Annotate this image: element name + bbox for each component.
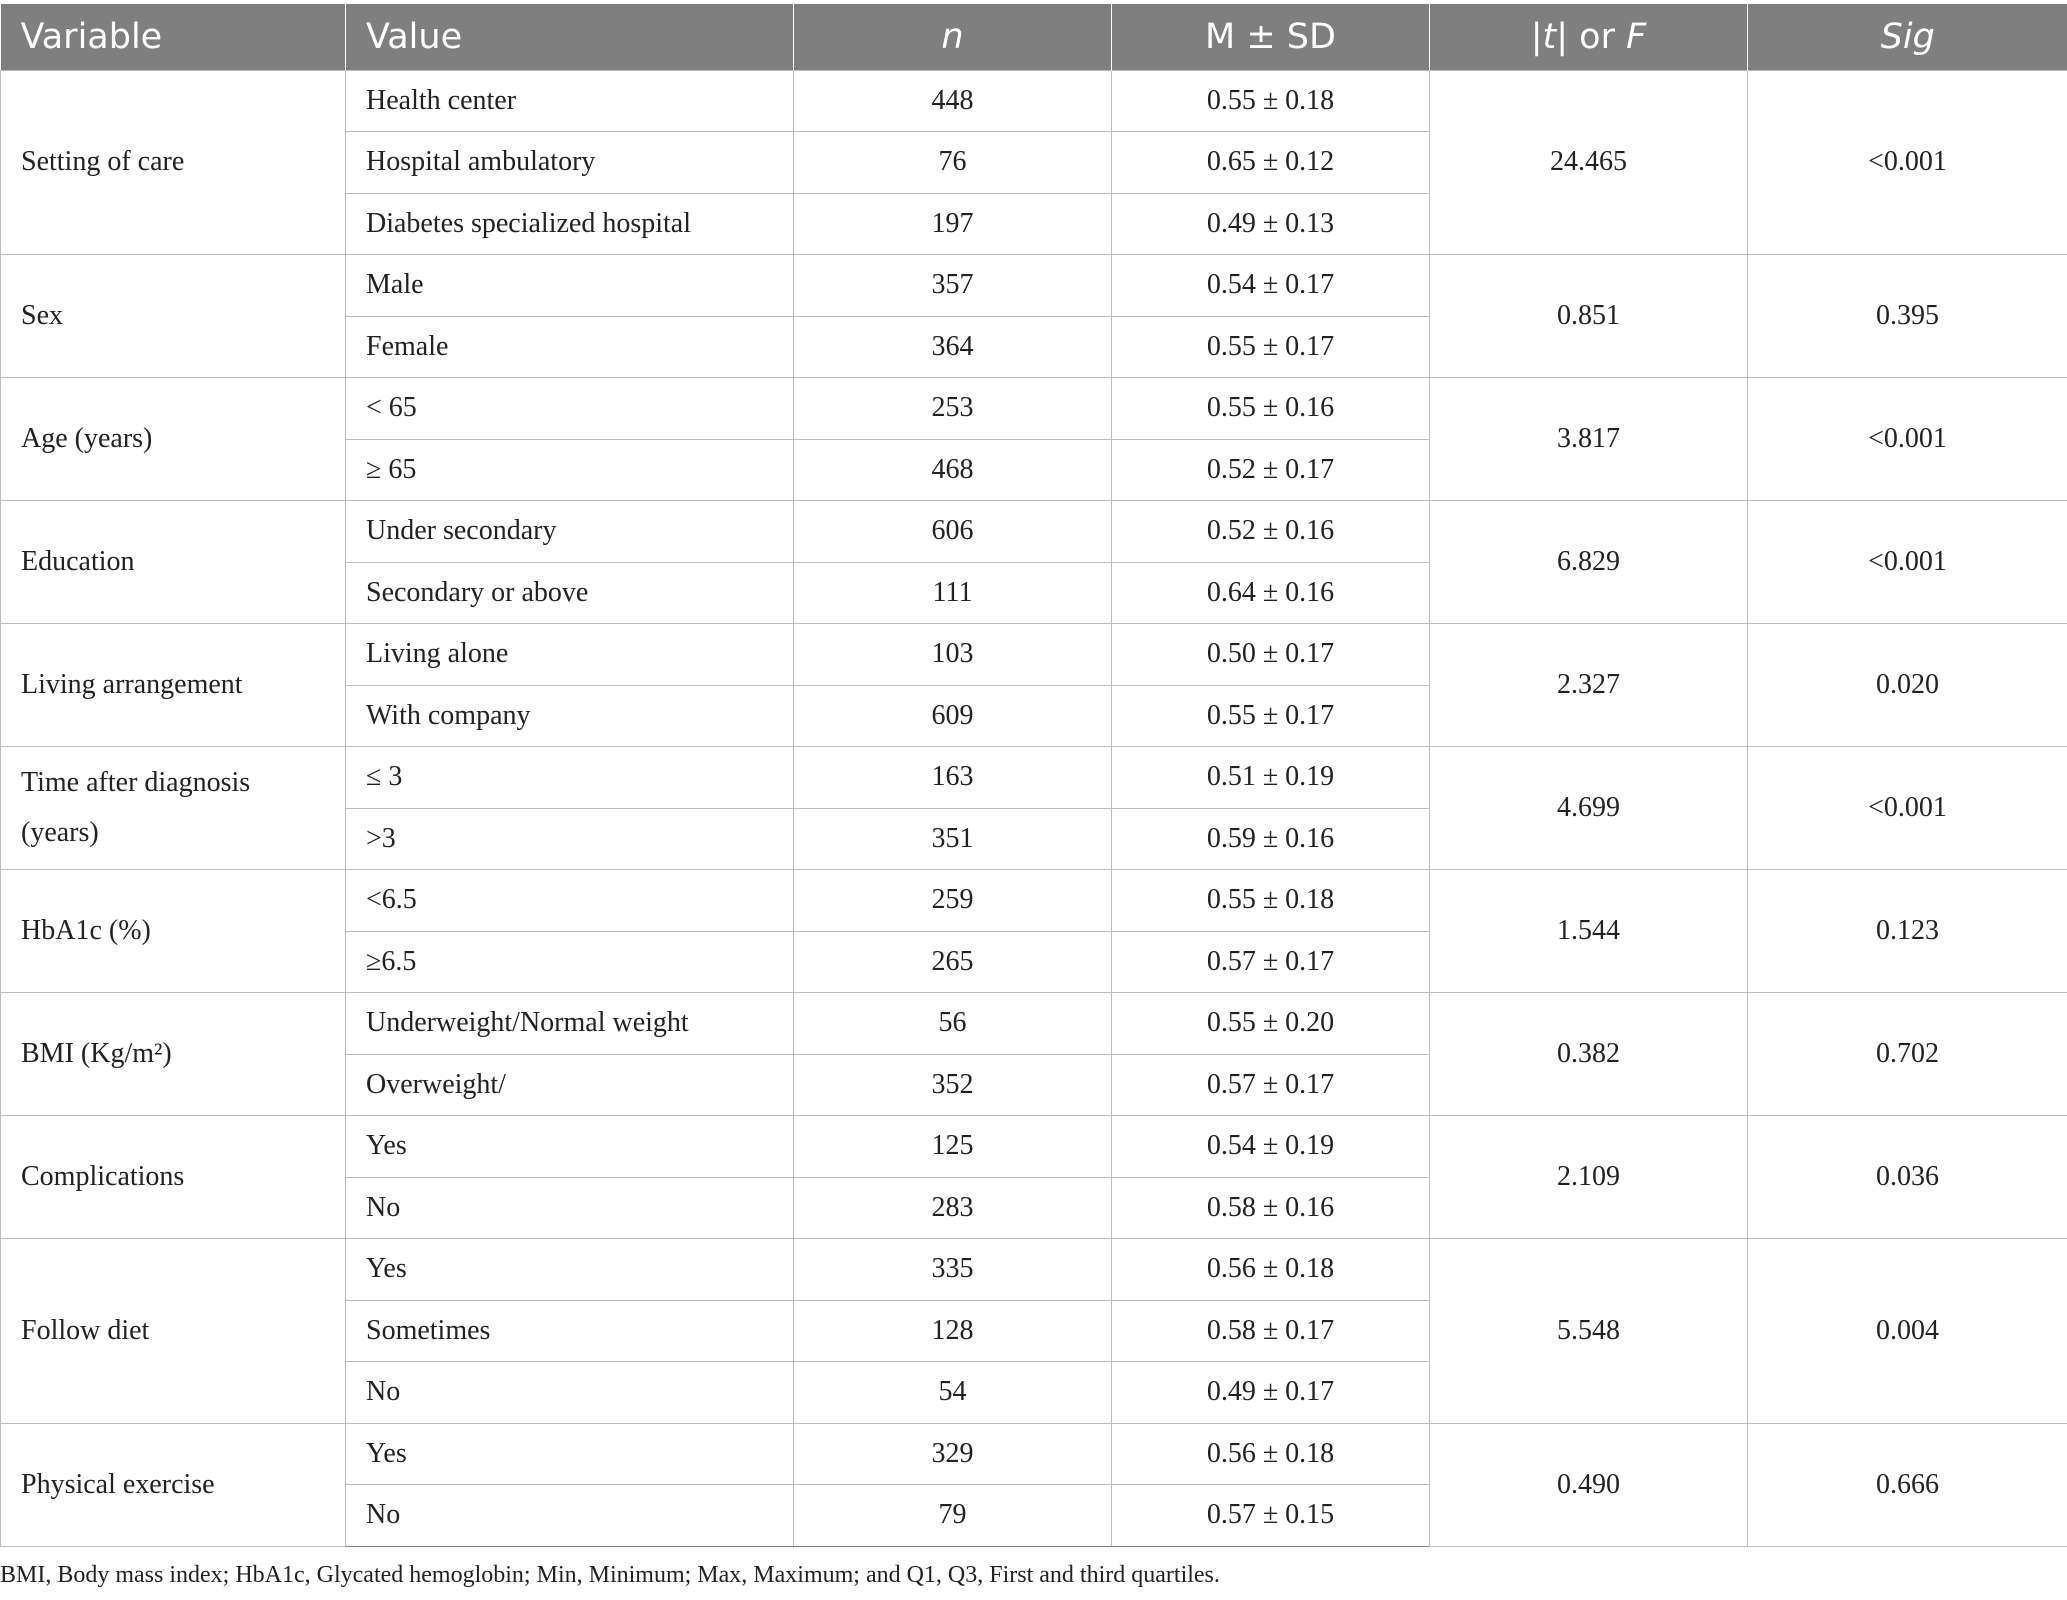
mean-sd-cell: 0.55 ± 0.20 — [1112, 993, 1430, 1055]
table-body — [1, 70, 2067, 1546]
value-cell: Female — [346, 316, 794, 378]
variable-cell: Sex — [1, 255, 346, 378]
variable-cell: Follow diet — [1, 1239, 346, 1424]
value-cell: No — [346, 1177, 794, 1239]
n-cell: 125 — [794, 1116, 1112, 1178]
n-cell: 364 — [794, 316, 1112, 378]
significance-cell: 0.036 — [1748, 1116, 2067, 1239]
table-row — [1, 255, 2067, 317]
table-row — [1, 1423, 2067, 1485]
value-cell: >3 — [346, 808, 794, 870]
value-cell: ≥6.5 — [346, 931, 794, 993]
n-cell: 606 — [794, 501, 1112, 563]
mean-sd-cell: 0.65 ± 0.12 — [1112, 132, 1430, 194]
value-cell: Underweight/Normal weight — [346, 993, 794, 1055]
n-cell: 253 — [794, 378, 1112, 440]
n-cell: 259 — [794, 870, 1112, 932]
n-cell: 468 — [794, 439, 1112, 501]
value-cell: Living alone — [346, 624, 794, 686]
value-cell: Overweight/ — [346, 1054, 794, 1116]
value-cell: Sometimes — [346, 1300, 794, 1362]
value-cell: Diabetes specialized hospital — [346, 193, 794, 255]
header-text-part: F — [1626, 16, 1647, 57]
mean-sd-cell: 0.55 ± 0.17 — [1112, 685, 1430, 747]
mean-sd-cell: 0.64 ± 0.16 — [1112, 562, 1430, 624]
significance-cell: 0.702 — [1748, 993, 2067, 1116]
value-cell: Yes — [346, 1423, 794, 1485]
mean-sd-cell: 0.59 ± 0.16 — [1112, 808, 1430, 870]
n-cell: 103 — [794, 624, 1112, 686]
header-test-statistic — [1430, 4, 1748, 70]
variable-cell: Education — [1, 501, 346, 624]
value-cell: Yes — [346, 1239, 794, 1301]
mean-sd-cell: 0.55 ± 0.17 — [1112, 316, 1430, 378]
significance-cell: 0.395 — [1748, 255, 2067, 378]
n-cell: 265 — [794, 931, 1112, 993]
table-footnote: BMI, Body mass index; HbA1c, Glycated hemoglobin; Min, Minimum; Max, Maximum; and Q1, Q3, First and third quartiles. — [0, 1562, 1220, 1588]
n-cell: 329 — [794, 1423, 1112, 1485]
table-row — [1, 70, 2067, 132]
mean-sd-cell: 0.50 ± 0.17 — [1112, 624, 1430, 686]
n-cell: 163 — [794, 747, 1112, 809]
n-cell: 76 — [794, 132, 1112, 194]
mean-sd-cell: 0.54 ± 0.19 — [1112, 1116, 1430, 1178]
test-statistic-cell: 24.465 — [1430, 70, 1748, 255]
header-row — [1, 4, 2067, 70]
table-row — [1, 501, 2067, 563]
n-cell: 448 — [794, 70, 1112, 132]
table-row — [1, 747, 2067, 809]
value-cell: Male — [346, 255, 794, 317]
test-statistic-cell: 2.327 — [1430, 624, 1748, 747]
table-row — [1, 1116, 2067, 1178]
n-cell: 197 — [794, 193, 1112, 255]
n-cell: 79 — [794, 1485, 1112, 1547]
test-statistic-cell: 0.851 — [1430, 255, 1748, 378]
n-cell: 111 — [794, 562, 1112, 624]
mean-sd-cell: 0.55 ± 0.18 — [1112, 70, 1430, 132]
variable-cell: BMI (Kg/m²) — [1, 993, 346, 1116]
header-text-part: Sig — [1880, 16, 1935, 57]
mean-sd-cell: 0.58 ± 0.16 — [1112, 1177, 1430, 1239]
table-row — [1, 378, 2067, 440]
header-text-part: n — [941, 16, 964, 57]
variable-cell: Age (years) — [1, 378, 346, 501]
table-header — [1, 4, 2067, 70]
value-cell: With company — [346, 685, 794, 747]
table-container — [0, 4, 2067, 1547]
test-statistic-cell: 6.829 — [1430, 501, 1748, 624]
value-cell: ≥ 65 — [346, 439, 794, 501]
significance-cell: <0.001 — [1748, 501, 2067, 624]
mean-sd-cell: 0.55 ± 0.18 — [1112, 870, 1430, 932]
n-cell: 54 — [794, 1362, 1112, 1424]
significance-cell: 0.020 — [1748, 624, 2067, 747]
mean-sd-cell: 0.56 ± 0.18 — [1112, 1239, 1430, 1301]
mean-sd-cell: 0.51 ± 0.19 — [1112, 747, 1430, 809]
value-cell: ≤ 3 — [346, 747, 794, 809]
mean-sd-cell: 0.55 ± 0.16 — [1112, 378, 1430, 440]
n-cell: 128 — [794, 1300, 1112, 1362]
header-mean-sd — [1112, 4, 1430, 70]
n-cell: 357 — [794, 255, 1112, 317]
significance-cell: <0.001 — [1748, 70, 2067, 255]
significance-cell: 0.123 — [1748, 870, 2067, 993]
value-cell: Yes — [346, 1116, 794, 1178]
header-variable — [1, 4, 346, 70]
significance-cell: 0.004 — [1748, 1239, 2067, 1424]
value-cell: <6.5 — [346, 870, 794, 932]
variable-cell: Setting of care — [1, 70, 346, 255]
variable-cell: Physical exercise — [1, 1423, 346, 1546]
test-statistic-cell: 4.699 — [1430, 747, 1748, 870]
value-cell: Secondary or above — [346, 562, 794, 624]
table-row — [1, 993, 2067, 1055]
mean-sd-cell: 0.57 ± 0.17 — [1112, 1054, 1430, 1116]
mean-sd-cell: 0.57 ± 0.15 — [1112, 1485, 1430, 1547]
n-cell: 609 — [794, 685, 1112, 747]
results-table — [0, 4, 2067, 1547]
mean-sd-cell: 0.57 ± 0.17 — [1112, 931, 1430, 993]
variable-cell: Living arrangement — [1, 624, 346, 747]
header-significance — [1748, 4, 2067, 70]
n-cell: 56 — [794, 993, 1112, 1055]
header-text-part: t — [1542, 16, 1557, 57]
mean-sd-cell: 0.49 ± 0.17 — [1112, 1362, 1430, 1424]
n-cell: 351 — [794, 808, 1112, 870]
table-row — [1, 870, 2067, 932]
test-statistic-cell: 0.490 — [1430, 1423, 1748, 1546]
header-text-part: M ± SD — [1205, 16, 1336, 57]
test-statistic-cell: 2.109 — [1430, 1116, 1748, 1239]
value-cell: Hospital ambulatory — [346, 132, 794, 194]
significance-cell: <0.001 — [1748, 747, 2067, 870]
significance-cell: 0.666 — [1748, 1423, 2067, 1546]
n-cell: 335 — [794, 1239, 1112, 1301]
test-statistic-cell: 0.382 — [1430, 993, 1748, 1116]
value-cell: No — [346, 1485, 794, 1547]
mean-sd-cell: 0.52 ± 0.16 — [1112, 501, 1430, 563]
mean-sd-cell: 0.58 ± 0.17 — [1112, 1300, 1430, 1362]
mean-sd-cell: 0.52 ± 0.17 — [1112, 439, 1430, 501]
significance-cell: <0.001 — [1748, 378, 2067, 501]
header-text-part: Variable — [20, 16, 163, 57]
mean-sd-cell: 0.54 ± 0.17 — [1112, 255, 1430, 317]
variable-cell: Complications — [1, 1116, 346, 1239]
value-cell: Health center — [346, 70, 794, 132]
mean-sd-cell: 0.49 ± 0.13 — [1112, 193, 1430, 255]
value-cell: No — [346, 1362, 794, 1424]
table-row — [1, 624, 2067, 686]
header-value — [346, 4, 794, 70]
value-cell: < 65 — [346, 378, 794, 440]
header-text-part: | — [1530, 16, 1543, 57]
n-cell: 352 — [794, 1054, 1112, 1116]
n-cell: 283 — [794, 1177, 1112, 1239]
variable-cell: Time after diagnosis (years) — [1, 747, 346, 870]
value-cell: Under secondary — [346, 501, 794, 563]
header-text-part: | or — [1556, 16, 1627, 57]
variable-cell: HbA1c (%) — [1, 870, 346, 993]
mean-sd-cell: 0.56 ± 0.18 — [1112, 1423, 1430, 1485]
header-text-part: Value — [366, 16, 463, 57]
test-statistic-cell: 1.544 — [1430, 870, 1748, 993]
table-row — [1, 1239, 2067, 1301]
test-statistic-cell: 3.817 — [1430, 378, 1748, 501]
header-n — [794, 4, 1112, 70]
test-statistic-cell: 5.548 — [1430, 1239, 1748, 1424]
